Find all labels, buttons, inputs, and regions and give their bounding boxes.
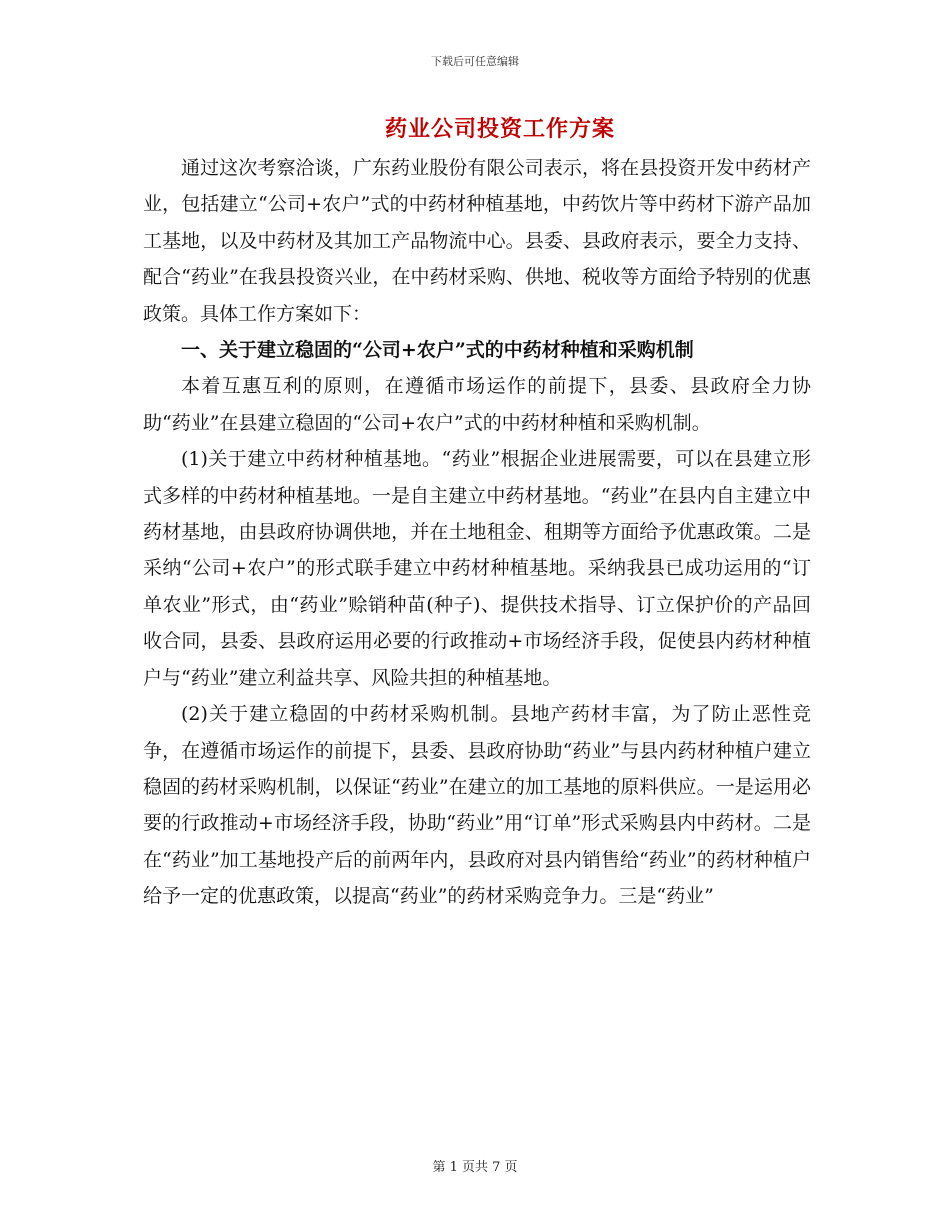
document-title: 药业公司投资工作方案 [384, 116, 615, 142]
page-header: 下载后可任意编辑 [431, 55, 519, 68]
section-heading-1: 一、关于建立稳固的“公司+农户”式的中药材种植和采购机制 [181, 339, 694, 362]
item-2-paragraph: (2)关于建立稳固的中药材采购机制。县地产药材丰富，为了防止恶性竞争，在遵循市场运作的前提下，县委、县政府协助“药业”与县内药材种植户建立稳固的药材采购机制，以保证“药业”在建立的加工基地的原料供应。一是运用必要的行政推动+市场经济手段，协助“药业”用“订单”形式采购县内中药材。二是在“药业”加工基地投产后的前两年内，县政府对县内销售给“药业”的药材种植户给予一定的优惠政策，以提高“药业”的药材采购竞争力。三是“药业” [143, 703, 811, 908]
section-1-paragraph: 本着互惠互利的原则，在遵循市场运作的前提下，县委、县政府全力协助“药业”在县建立稳固的“公司+农户”式的中药材种植和采购机制。 [143, 375, 811, 434]
intro-paragraph: 通过这次考察洽谈，广东药业股份有限公司表示，将在县投资开发中药材产业，包括建立“公司+农户”式的中药材种植基地，中药饮片等中药材下游产品加工基地，以及中药材及其加工产品物流中心。县委、县政府表示，要全力支持、配合“药业”在我县投资兴业，在中药材采购、供地、税收等方面给予特别的优惠政策。具体工作方案如下： [143, 157, 811, 325]
document-body [143, 150, 811, 915]
item-1-paragraph: (1)关于建立中药材种植基地。“药业”根据企业进展需要，可以在县建立形式多样的中药材种植基地。一是自主建立中药材基地。“药业”在县内自主建立中药材基地，由县政府协调供地，并在土地租金、租期等方面给予优惠政策。二是采纳“公司+农户”的形式联手建立中药材种植基地。采纳我县已成功运用的“订单农业”形式，由“药业”赊销种苗(种子)、提供技术指导、订立保护价的产品回收合同，县委、县政府运用必要的行政推动+市场经济手段，促使县内药材种植户与“药业”建立利益共享、风险共担的种植基地。 [143, 448, 811, 689]
page-footer: 第 1 页共 7 页 [432, 1160, 518, 1175]
